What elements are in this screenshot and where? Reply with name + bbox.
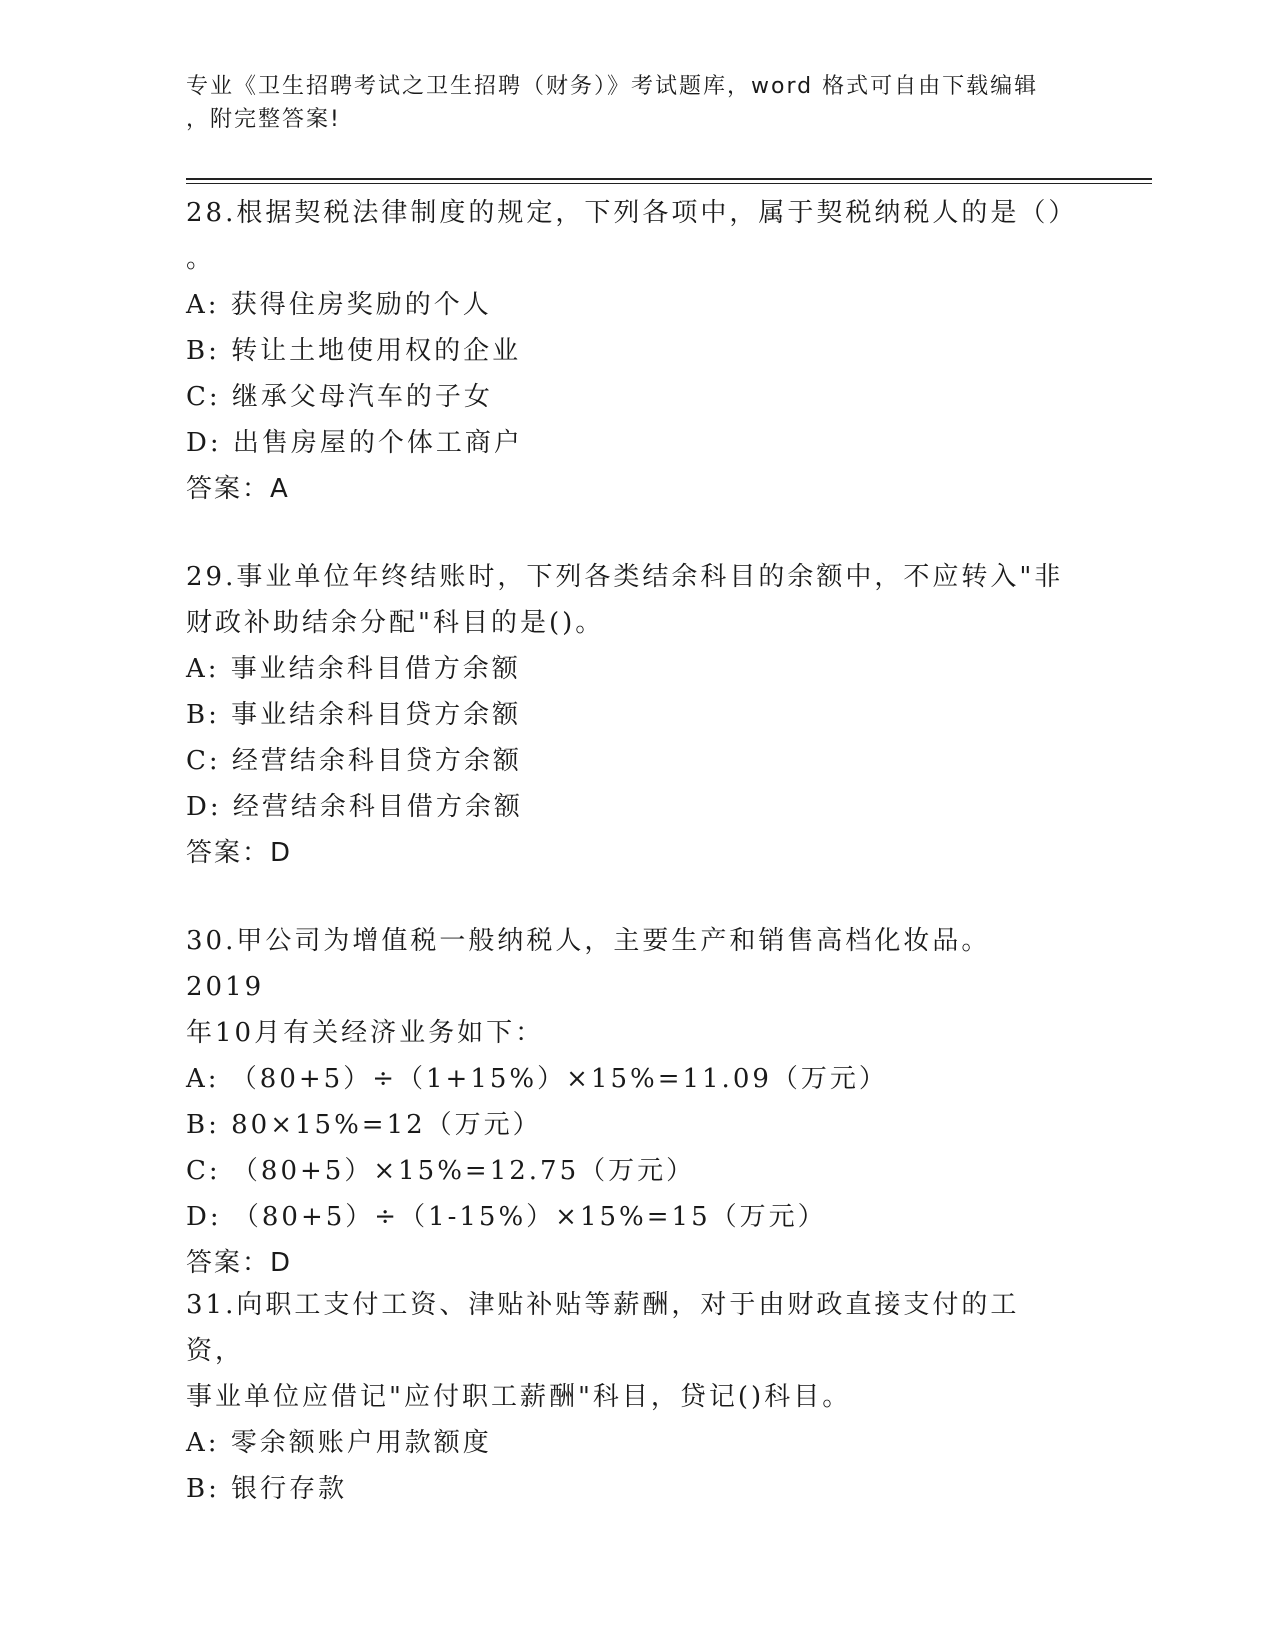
- answer: 答案：D: [186, 838, 293, 868]
- question-stem-line: 事业单位应借记"应付职工薪酬"科目，贷记()科目。: [186, 1382, 852, 1412]
- option-a: A: 事业结余科目借方余额: [186, 654, 521, 684]
- answer: 答案：A: [186, 474, 290, 504]
- option-d: D: 经营结余科目借方余额: [186, 792, 523, 822]
- question-stem-line: 30.甲公司为增值税一般纳税人，主要生产和销售高档化妆品。2019: [186, 926, 991, 1002]
- option-c: C: 继承父母汽车的子女: [186, 382, 493, 412]
- header-line-2: ，附完整答案!: [186, 107, 341, 132]
- option-a: A: 零余额账户用款额度: [186, 1428, 492, 1458]
- question-stem-line: 。: [186, 244, 216, 274]
- question-29: [186, 554, 1066, 876]
- document-header: [186, 70, 1066, 136]
- question-stem-line: 年10月有关经济业务如下：: [186, 1018, 545, 1048]
- option-a: A: （80+5）÷（1+15%）×15%=11.09（万元）: [186, 1064, 888, 1094]
- question-stem-line: 28.根据契税法律制度的规定，下列各项中，属于契税纳税人的是（）: [186, 198, 1078, 228]
- question-stem-line: 29.事业单位年终结账时，下列各类结余科目的余额中，不应转入"非: [186, 562, 1064, 592]
- header-divider-bottom: [186, 183, 1152, 184]
- option-c: C: （80+5）×15%=12.75（万元）: [186, 1156, 696, 1186]
- option-d: D: 出售房屋的个体工商户: [186, 428, 523, 458]
- option-b: B: 银行存款: [186, 1474, 348, 1504]
- question-stem-line: 财政补助结余分配"科目的是()。: [186, 608, 605, 638]
- question-31: [186, 1282, 1066, 1512]
- option-b: B: 事业结余科目贷方余额: [186, 700, 522, 730]
- option-d: D: （80+5）÷（1-15%）×15%=15（万元）: [186, 1202, 827, 1232]
- option-c: C: 经营结余科目贷方余额: [186, 746, 522, 776]
- answer: 答案：D: [186, 1248, 293, 1278]
- question-28: [186, 190, 1078, 512]
- option-b: B: 80×15%=12（万元）: [186, 1110, 542, 1140]
- option-a: A: 获得住房奖励的个人: [186, 290, 492, 320]
- option-b: B: 转让土地使用权的企业: [186, 336, 522, 366]
- question-30: [186, 918, 1066, 1286]
- header-line-1: 专业《卫生招聘考试之卫生招聘（财务）》考试题库，word 格式可自由下载编辑: [186, 74, 1039, 99]
- question-stem-line: 31.向职工支付工资、津贴补贴等薪酬，对于由财政直接支付的工资，: [186, 1290, 1020, 1366]
- header-divider-top: [186, 178, 1152, 180]
